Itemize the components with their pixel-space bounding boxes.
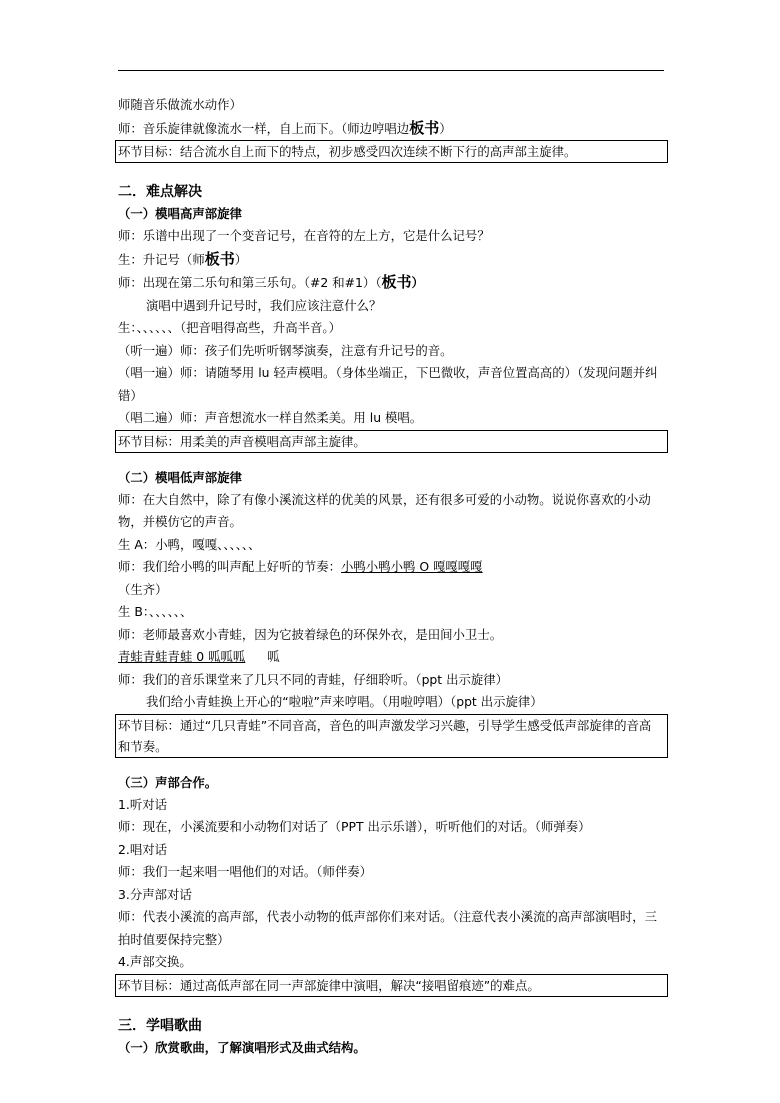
subsection-title: （一）欣赏歌曲，了解演唱形式及曲式结构。 — [118, 1039, 366, 1055]
goal-box: 环节目标：通过“几只青蛙”不同音高，音色的叫声激发学习兴趣，引导学生感受低声部旋律的音高和节奏。 — [115, 714, 668, 758]
text-line: 青蛙青蛙青蛙 0 呱呱呱 呱 — [118, 649, 280, 664]
subsection-title: （一）模唱高声部旋律 — [118, 206, 242, 221]
text-line: 2.唱对话 — [118, 841, 167, 857]
text-line: 4.声部交换。 — [118, 954, 192, 969]
section-title: 二．难点解决 — [118, 184, 202, 200]
text-line: 生：升记号（师板书） — [118, 249, 248, 268]
goal-box: 环节目标：结合流水自上而下的特点，初步感受四次连续不断下行的高声部主旋律。 — [115, 140, 668, 163]
rhythm-underlined: 小鸭小鸭小鸭 O 嘎嘎嘎嘎 — [341, 559, 483, 574]
text-line: （生齐） — [118, 581, 168, 597]
goal-box: 环节目标：通过高低声部在同一声部旋律中演唱，解决“接唱留痕迹”的难点。 — [115, 974, 668, 997]
text-line: 师：我们给小鸭的叫声配上好听的节奏：小鸭小鸭小鸭 O 嘎嘎嘎嘎 — [118, 559, 483, 574]
section-title: 三．学唱歌曲 — [118, 1017, 202, 1034]
text-line: 师：现在，小溪流要和小动物们对话了（PPT 出示乐谱），听听他们的对话。（师弹奏） — [118, 819, 591, 834]
text-line: 师：音乐旋律就像流水一样，自上而下。（师边哼唱边板书） — [118, 118, 452, 137]
text-line: 1.听对话 — [118, 796, 167, 812]
text-line: 3.分声部对话 — [118, 886, 192, 902]
text-line: 师随音乐做流水动作） — [118, 97, 242, 112]
text-line: 师：出现在第二乐句和第三乐句。（#2 和#1）（板书） — [118, 273, 424, 291]
goal-box: 环节目标：用柔美的声音模唱高声部主旋律。 — [115, 430, 668, 453]
text-line: （听一遍）师：孩子们先听听钢琴演奏，注意有升记号的音。 — [118, 342, 453, 358]
text-line: 生 A：小鸭，嘎嘎、、、、、、 — [118, 536, 261, 552]
text-line: 师：乐谱中出现了一个变音记号，在音符的左上方，它是什么记号？ — [118, 228, 490, 243]
text-paragraph: 师：代表小溪流的高声部，代表小动物的低声部你们来对话。（注意代表小溪流的高声部演唱时，三拍时值要保持完整） — [118, 909, 657, 947]
text-line: 师：老师最喜欢小青蛙，因为它披着绿色的环保外衣，是田间小卫士。 — [118, 626, 503, 642]
header-rule — [118, 70, 664, 71]
text-line: （唱二遍）师：声音想流水一样自然柔美。用 lu 模唱。 — [118, 410, 423, 425]
document-body — [118, 94, 664, 1059]
text-paragraph: （唱一遍）师：请随琴用 lu 轻声模唱。（身体坐端正，下巴微收，声音位置高高的）（发现问题并纠错） — [118, 365, 658, 403]
text-line: 师：我们的音乐课堂来了几只不同的青蛙，仔细聆听。（ppt 出示旋律） — [118, 671, 509, 687]
text-line: 我们给小青蛙换上开心的“啦啦”声来哼唱。（用啦哼唱）（ppt 出示旋律） — [146, 694, 543, 709]
subsection-title: （二）模唱低声部旋律 — [118, 469, 242, 485]
subsection-title: （三）声部合作。 — [118, 774, 218, 790]
rhythm-underlined: 青蛙青蛙青蛙 0 呱呱呱 — [118, 649, 246, 664]
text-line: 生 B：、、、、、、 — [118, 604, 193, 619]
text-paragraph: 师：在大自然中，除了有像小溪流这样的优美的风景，还有很多可爱的小动物。说说你喜欢的小动物，并模仿它的声音。 — [118, 491, 651, 529]
text-line: 演唱中遇到升记号时，我们应该注意什么？ — [146, 297, 382, 313]
text-line: 生：、、、、、、（把音唱得高些，升高半音。） — [118, 320, 341, 335]
text-line: 师：我们一起来唱一唱他们的对话。（师伴奏） — [118, 864, 373, 879]
